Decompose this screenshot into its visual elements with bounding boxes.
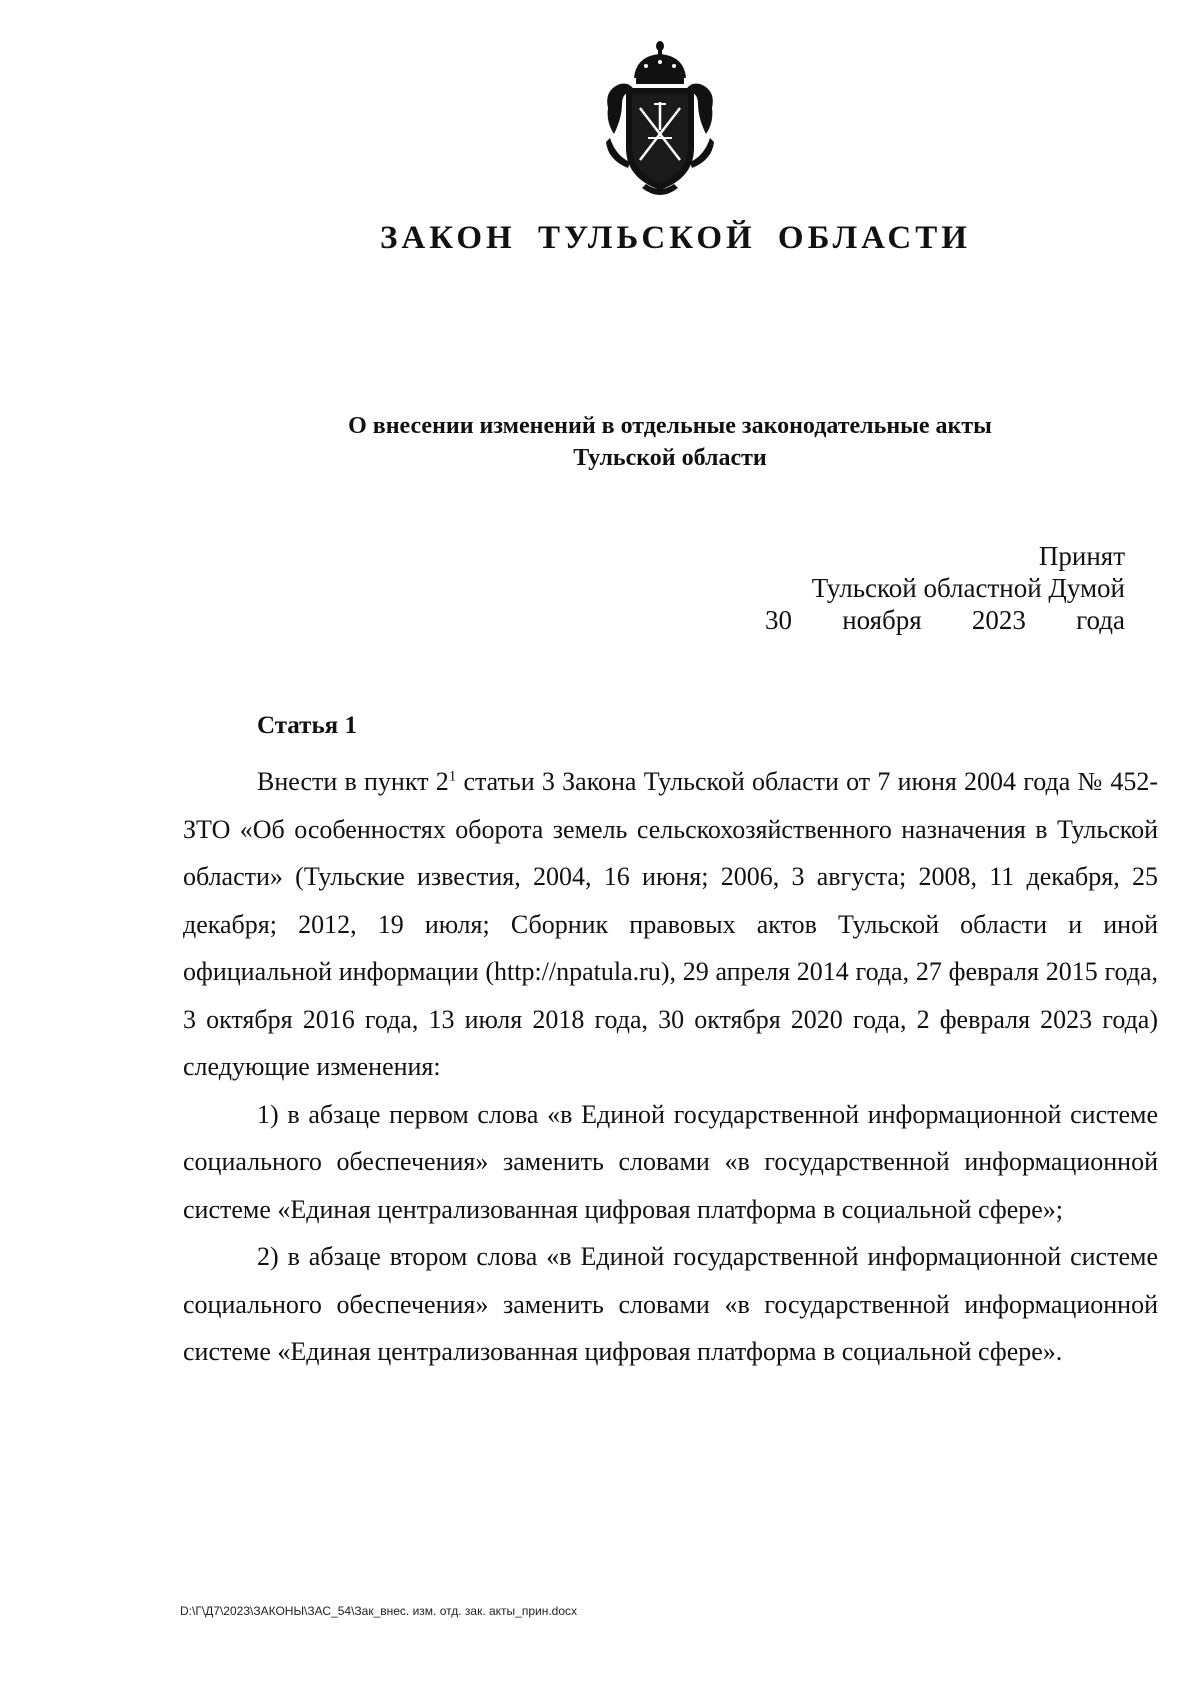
intro-superscript: 1 — [448, 768, 457, 785]
adoption-year-word: года — [1076, 605, 1125, 635]
intro-after-sup: статьи 3 Закона Тульской области от 7 июня 2004 года № 452-ЗТО «Об особенностях оборота земель сельскохозяйственного назначения в Тульской области» (Тульские известия, 2004, 16 июня; 2006, 3 августа; 2008, 11 декабря, 25 декабря; 2012, 19 июля; Сборник правовых актов Тульской области и иной официальной информации (http://npatula.ru), 29 апреля 2014 года, 27 февраля 2015 года, 3 октября 2016 года, 13 июля 2018 года, 30 октября 2020 года, 2 февраля 2023 года) следующие изменения: — [183, 767, 1158, 1081]
law-subject-line-2: Тульской области — [573, 445, 767, 471]
tula-coat-of-arms-icon — [600, 38, 720, 202]
law-title: ЗАКОН ТУЛЬСКОЙ ОБЛАСТИ — [380, 220, 971, 256]
adopted-label: Принят — [1038, 541, 1125, 571]
article-1-item-1: 1) в абзаце первом слова «в Единой государственной информационной системе социального обеспечения» заменить словами «в государственной информационной системе «Единая централизованная цифровая платформа в социальной сфере»; — [183, 1099, 1158, 1224]
article-1-item-2: 2) в абзаце втором слова «в Единой государственной информационной системе социального обеспечения» заменить словами «в государственной информационной системе «Единая централизованная цифровая платформа в социальной сфере». — [183, 1242, 1158, 1366]
footer-file-path: D:\Г\Д7\2023\ЗАКОНЫ\ЗАС_54\Зак_внес. изм. отд. зак. акты_прин.docx — [180, 1604, 578, 1618]
law-subject-line-1: О внесении изменений в отдельные законодательные акты — [348, 413, 992, 439]
intro-before-sup: Внести в пункт 2 — [257, 767, 449, 796]
article-1-intro — [183, 758, 1158, 1091]
article-1-body — [183, 758, 1158, 1376]
adoption-month: ноября — [842, 605, 922, 635]
adopted-by: Тульской областной Думой — [811, 573, 1125, 603]
law-subject — [230, 410, 1110, 474]
adoption-day: 30 — [765, 605, 792, 635]
adoption-block — [765, 540, 1125, 636]
article-1-heading: Статья 1 — [257, 712, 357, 739]
adoption-year: 2023 — [971, 605, 1026, 635]
adoption-date — [765, 604, 1125, 636]
